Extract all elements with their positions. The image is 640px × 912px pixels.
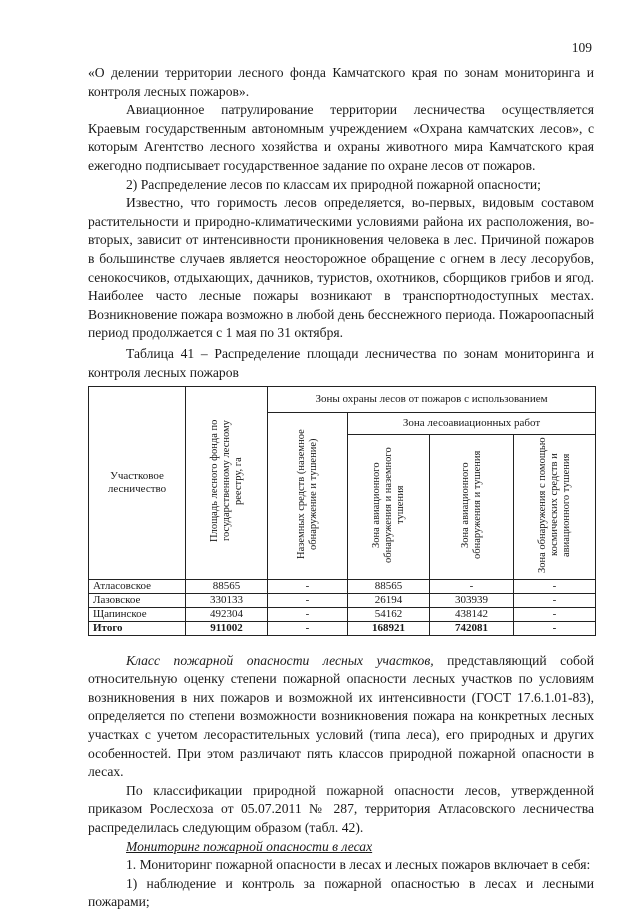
- header-ground: [268, 413, 348, 580]
- cell-avia-avia: 303939: [430, 593, 514, 607]
- header-zones: Зоны охраны лесов от пожаров с использованием: [268, 387, 596, 413]
- cell-name: Лазовское: [89, 593, 186, 607]
- header-area-text: Площадь лесного фонда по государственному лесному реестру, га: [208, 419, 244, 543]
- cell-name: Итого: [89, 621, 186, 635]
- header-avia-avia-text: Зона авиационного обнаружения и тушения: [459, 450, 483, 560]
- cell-avia-ground: 26194: [348, 593, 430, 607]
- page-number: 109: [571, 40, 592, 55]
- cell-area: 330133: [186, 593, 268, 607]
- paragraph-monitoring-1-1: 1) наблюдение и контроль за пожарной опасностью в лесах и лесными пожарами;: [88, 875, 594, 910]
- header-avia-ground: [348, 435, 430, 580]
- cell-ground: -: [268, 621, 348, 635]
- cell-ground: -: [268, 607, 348, 621]
- paragraph-classification: По классификации природной пожарной опасности лесов, утвержденной приказом Рослесхоза от 05.07.2011 № 287, территория Атласовского лесничества распределилась следующим образом (табл. 42).: [88, 782, 594, 835]
- page-content: [88, 64, 594, 912]
- cell-ground: -: [268, 579, 348, 593]
- cell-avia-avia: 742081: [430, 621, 514, 635]
- paragraph-fire-class-definition: [88, 652, 594, 782]
- paragraph-fire-classes-item: 2) Распределение лесов по классам их природной пожарной опасности;: [126, 176, 541, 192]
- cell-space: -: [514, 579, 596, 593]
- paragraph-monitoring-1: 1. Мониторинг пожарной опасности в лесах и лесных пожаров включает в себя:: [126, 857, 591, 873]
- header-ground-text: Наземных средств (наземное обнаружение и тушение): [295, 429, 319, 559]
- table-row: [89, 593, 596, 607]
- heading-monitoring: [88, 838, 594, 857]
- cell-space: -: [514, 607, 596, 621]
- cell-ground: -: [268, 593, 348, 607]
- header-avia-ground-text: Зона авиационного обнаружения и наземного тушения: [370, 447, 406, 563]
- table-caption: Таблица 41 – Распределение площади лесничества по зонам мониторинга и контроля лесных пожаров: [88, 345, 594, 380]
- cell-area: 492304: [186, 607, 268, 621]
- paragraph-fire-causes: Известно, что горимость лесов определяется, во-первых, видовым составом растительности и природно-климатическими условиями района их расположения, во-вторых, зависит от интенсивности проникновения человека в лес. Причиной пожаров в большинстве случаев является неосторожное обращение с огнем в лесу лесорубов, сенокосчиков, отдыхающих, дачников, туристов, охотников, сборщиков грибов и ягод. Наиболее часто лесные пожары возникают в транспортнодоступных местах. Возникновение пожара возможно в любой день бесснежного периода. Пожароопасный период продолжается с 1 мая по 31 октября.: [88, 195, 594, 341]
- definition-text: представляющий собой относительную оценку степени пожарной опасности лесных участков по условиям возникновения в них пожаров и возможной их интенсивности (ГОСТ 17.6.1.01-83), определяется по степени возможности возникновения пожара на конкретных лесных участках с учетом лесорастительных условий (типа леса), его природных и других особенностей. При этом различают пять классов природной пожарной опасности в лесах.: [88, 652, 594, 780]
- zones-table: [88, 386, 596, 636]
- paragraph-aviation-patrol: Авиационное патрулирование территории лесничества осуществляется Краевым государственным автономным учреждением «Охрана камчатских лесов», с которым Агентство лесного хозяйства и охраны животного мира Камчатского края ежегодно подписывает государственное задание по охране лесов от пожаров.: [88, 102, 594, 173]
- header-space-text: Зона обнаружения с помощью космических средств и авиационного тушения: [536, 437, 572, 573]
- term-fire-class: Класс пожарной опасности лесных участков,: [126, 652, 434, 668]
- table-row: [89, 579, 596, 593]
- cell-avia-ground: 88565: [348, 579, 430, 593]
- header-avia-avia: [430, 435, 514, 580]
- paragraph-order-title: «О делении территории лесного фонда Камчатского края по зонам мониторинга и контроля лесных пожаров».: [88, 65, 594, 99]
- header-space: [514, 435, 596, 580]
- cell-area: 911002: [186, 621, 268, 635]
- cell-avia-ground: 168921: [348, 621, 430, 635]
- cell-area: 88565: [186, 579, 268, 593]
- cell-name: Щапинское: [89, 607, 186, 621]
- cell-space: -: [514, 593, 596, 607]
- cell-avia-ground: 54162: [348, 607, 430, 621]
- header-forestry: Участковое лесничество: [89, 387, 186, 580]
- header-avia-zone: Зона лесоавиационных работ: [348, 413, 596, 435]
- table-row: [89, 607, 596, 621]
- table-row-total: [89, 621, 596, 635]
- cell-name: Атласовское: [89, 579, 186, 593]
- cell-avia-avia: 438142: [430, 607, 514, 621]
- heading-monitoring-text: Мониторинг пожарной опасности в лесах: [126, 838, 373, 854]
- header-area: [186, 387, 268, 580]
- cell-avia-avia: -: [430, 579, 514, 593]
- cell-space: -: [514, 621, 596, 635]
